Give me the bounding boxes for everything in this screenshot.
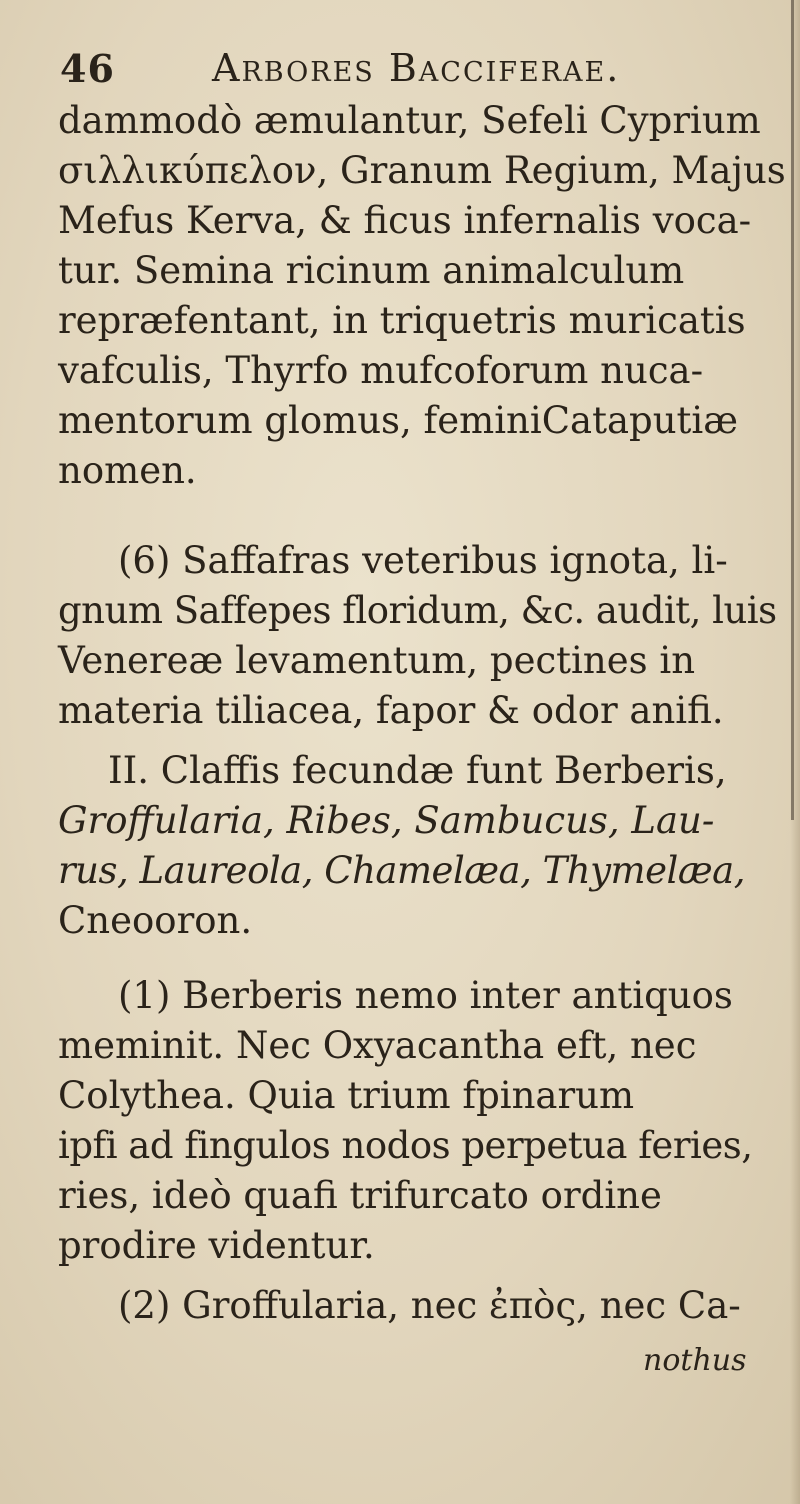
text-line: rus, Laureola, Chamelæa, Thymelæa, (58, 849, 745, 892)
text-line: dammodò æmulantur, Sefeli Cyprium (58, 99, 761, 142)
text-line: (2) Groffularia, nec ἐπὸς, nec Ca- (118, 1284, 741, 1327)
text-line: vafculis, Thyrfo mufcoforum nuca- (58, 349, 704, 392)
text-line: Mefus Kerva, & ficus infernalis voca- (58, 199, 752, 242)
running-title: Arbores Bacciferae. (212, 46, 621, 90)
text-line: gnum Saffepes floridum, &c. audit, luis (58, 589, 777, 632)
text-line: mentorum glomus, feminiCataputiæ (58, 399, 739, 442)
text-line: Groffularia, Ribes, Sambucus, Lau- (58, 799, 715, 842)
text-line: prodire videntur. (58, 1224, 375, 1267)
text-line: Venereæ levamentum, pectines in (58, 639, 696, 682)
text-line: σιλλικύπελον, Granum Regium, Majus (58, 149, 786, 192)
text-line: nomen. (58, 449, 197, 492)
text-line: Colythea. Quia trium fpinarum (58, 1074, 635, 1117)
text-line: ries, ideò quafi trifurcato ordine (58, 1174, 662, 1217)
text-line: meminit. Nec Oxyacantha eft, nec (58, 1024, 697, 1067)
text-line: (6) Saffafras veteribus ignota, li- (118, 539, 728, 582)
text-line: Cneooron. (58, 899, 253, 942)
text-line: (1) Berberis nemo inter antiquos (118, 974, 733, 1017)
page-number: 46 (60, 46, 115, 91)
running-head (60, 46, 760, 96)
text-line: repræfentant, in triquetris muricatis (58, 299, 746, 342)
page-edge-gradient (790, 0, 800, 1504)
text-line: materia tiliacea, fapor & odor anifi. (58, 689, 724, 732)
text-line: tur. Semina ricinum animalculum (58, 249, 685, 292)
catchword: nothus (643, 1343, 747, 1378)
text-line: ipfi ad fingulos nodos perpetua feries, (58, 1124, 753, 1167)
text-line: II. Claffis fecundæ funt Berberis, (108, 749, 727, 792)
